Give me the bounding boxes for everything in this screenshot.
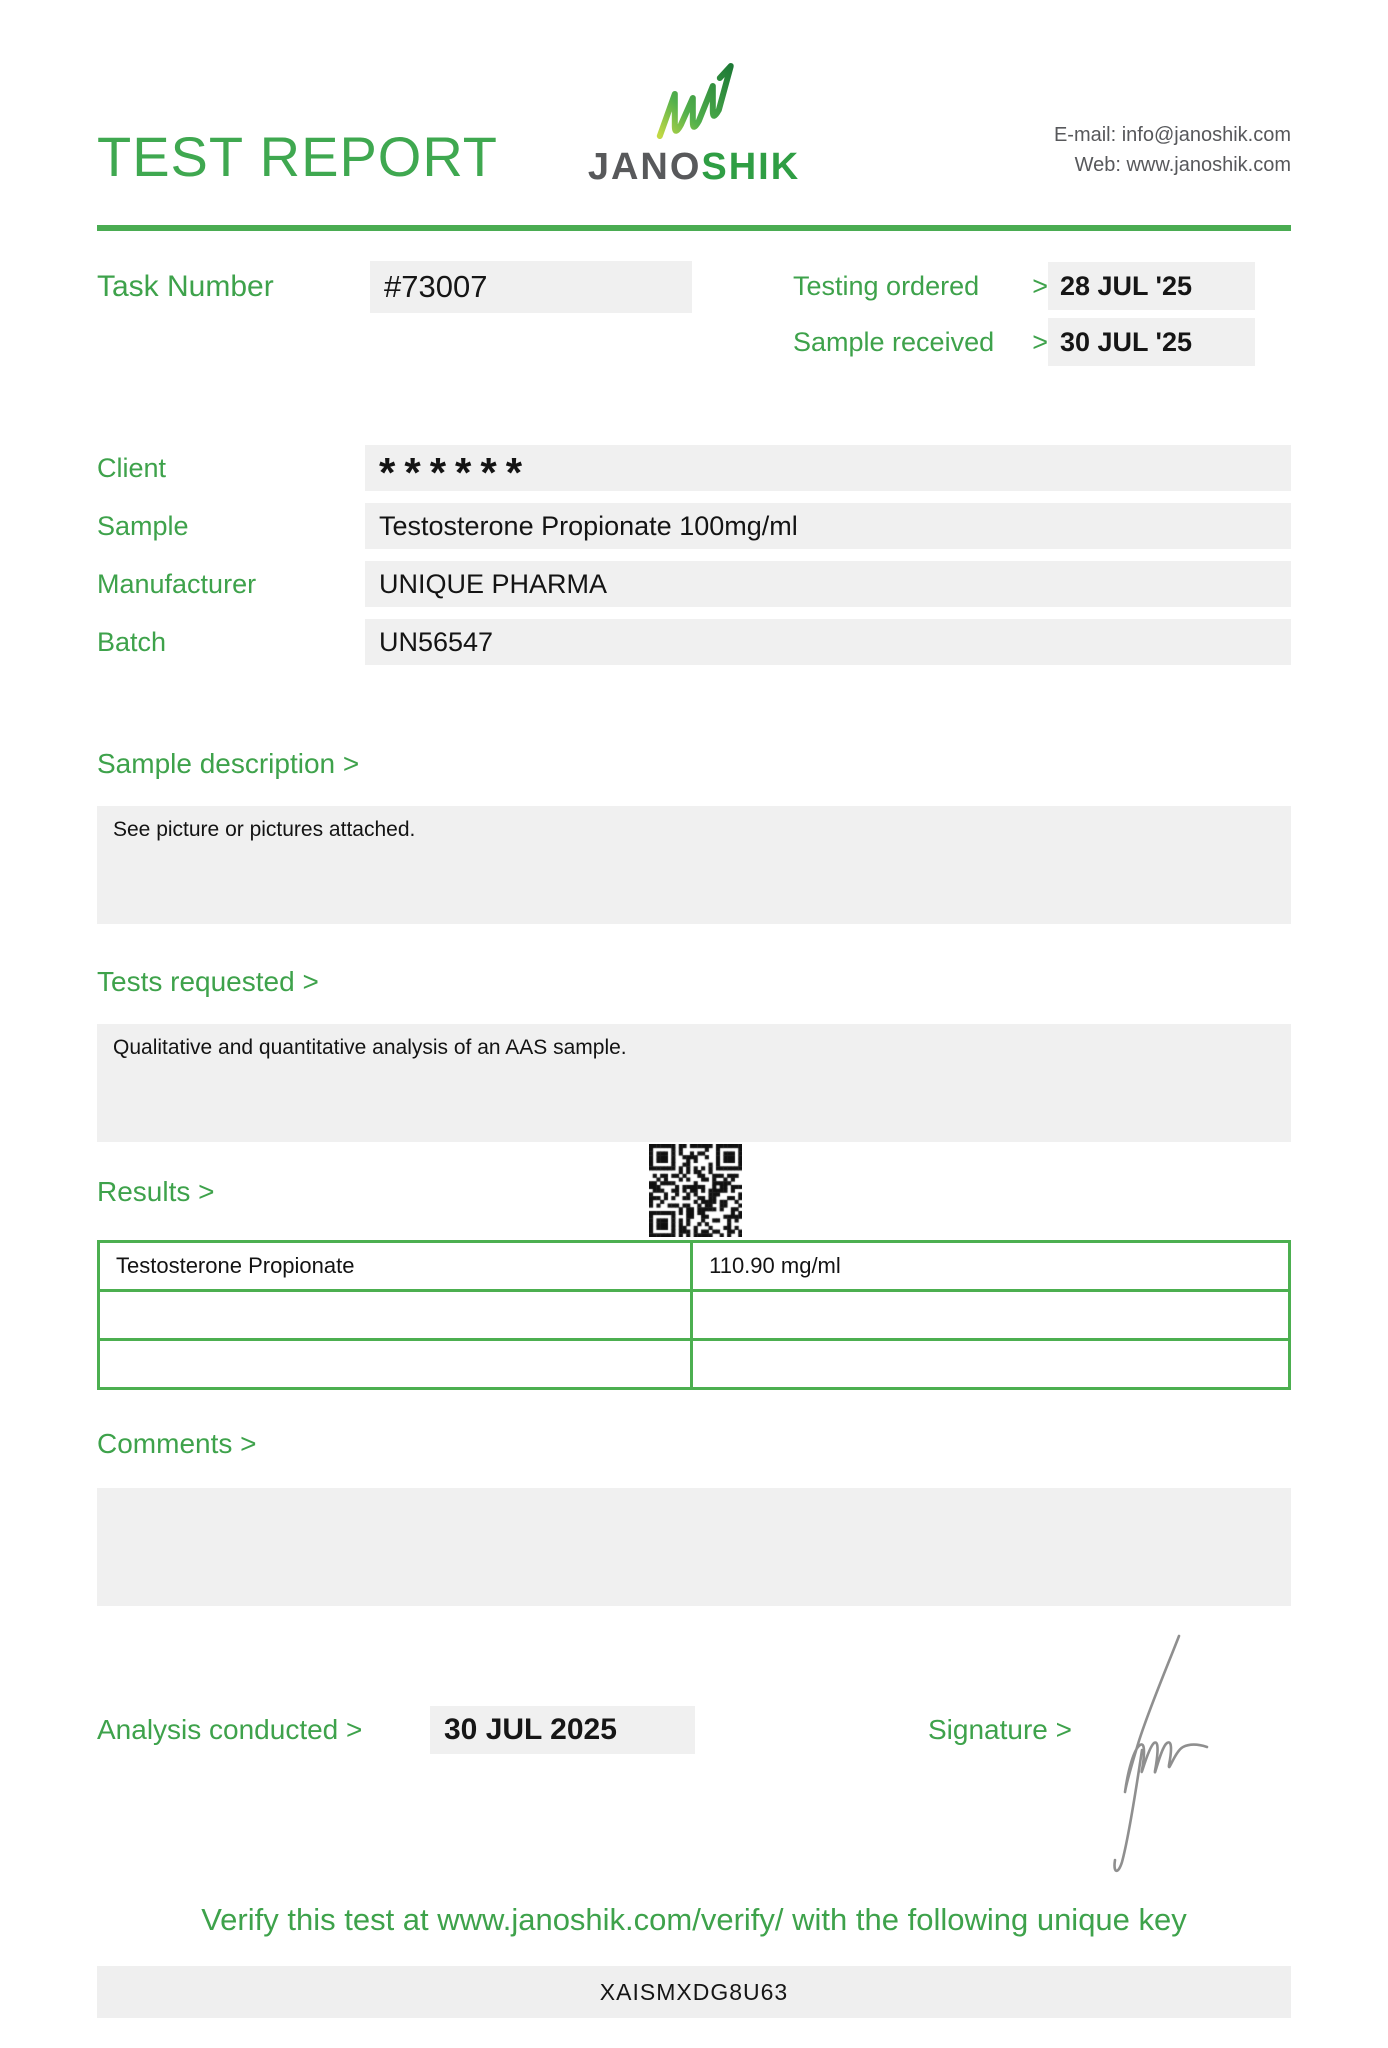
contact-email: E-mail: info@janoshik.com [1053,124,1291,146]
manufacturer-value: UNIQUE PHARMA [365,561,1291,607]
header-divider [97,225,1291,231]
results-table [97,1240,1291,1390]
result-row [99,1242,1290,1291]
results-label: Results > [97,1176,215,1207]
comments-label: Comments > [97,1428,257,1459]
result-substance: Testosterone Propionate [99,1242,692,1291]
result-value [692,1340,1290,1389]
task-number-label: Task Number [97,270,274,303]
qr-code [649,1144,742,1237]
result-row [99,1340,1290,1389]
logo-word-jano: JANO [587,146,702,188]
comments-box [97,1488,1291,1606]
result-row [99,1291,1290,1340]
client-row [97,445,1291,496]
analysis-conducted-value: 30 JUL 2025 [430,1706,695,1754]
result-substance [99,1291,692,1340]
logo-word-shik: SHIK [701,146,801,188]
sample-value: Testosterone Propionate 100mg/ml [365,503,1291,549]
growth-chart-icon [654,56,734,144]
analysis-conducted-label: Analysis conducted > [97,1714,363,1745]
signature-label: Signature > [928,1714,1072,1745]
task-number-value: #73007 [370,261,692,313]
batch-label: Batch [97,626,167,657]
dates-block [793,262,1255,374]
batch-row [97,619,1291,665]
tests-requested-box: Qualitative and quantitative analysis of an AAS sample. [97,1024,1291,1142]
manufacturer-label: Manufacturer [97,568,257,599]
logo-wordmark [588,146,800,189]
batch-value: UN56547 [365,619,1291,665]
arrow-glyph: > [1032,270,1048,301]
signature-scribble [1095,1628,1225,1888]
verify-instruction: Verify this test at www.janoshik.com/verify/ with the following unique key [201,1902,1187,1937]
result-value [692,1291,1290,1340]
client-label: Client [97,452,167,483]
sample-description-label: Sample description > [97,748,360,779]
testing-ordered-row [793,262,1255,310]
result-substance [99,1340,692,1389]
client-value: ****** [379,449,532,496]
sample-info-block [97,445,1291,677]
testing-ordered-label: Testing ordered [793,270,980,301]
sample-received-value: 30 JUL '25 [1048,318,1255,366]
page-title: TEST REPORT [97,125,499,188]
arrow-glyph: > [1032,326,1048,357]
testing-ordered-value: 28 JUL '25 [1048,262,1255,310]
sample-received-row [793,318,1255,366]
sample-row [97,503,1291,549]
result-value: 110.90 mg/ml [692,1242,1290,1291]
tests-requested-label: Tests requested > [97,966,319,997]
janoshik-logo [588,56,800,189]
unique-key-value: XAISMXDG8U63 [97,1966,1291,2018]
sample-label: Sample [97,510,189,541]
manufacturer-row [97,561,1291,607]
contact-block [1054,120,1291,180]
sample-description-box: See picture or pictures attached. [97,806,1291,924]
sample-received-label: Sample received [793,326,995,357]
contact-web: Web: www.janoshik.com [1074,154,1291,176]
